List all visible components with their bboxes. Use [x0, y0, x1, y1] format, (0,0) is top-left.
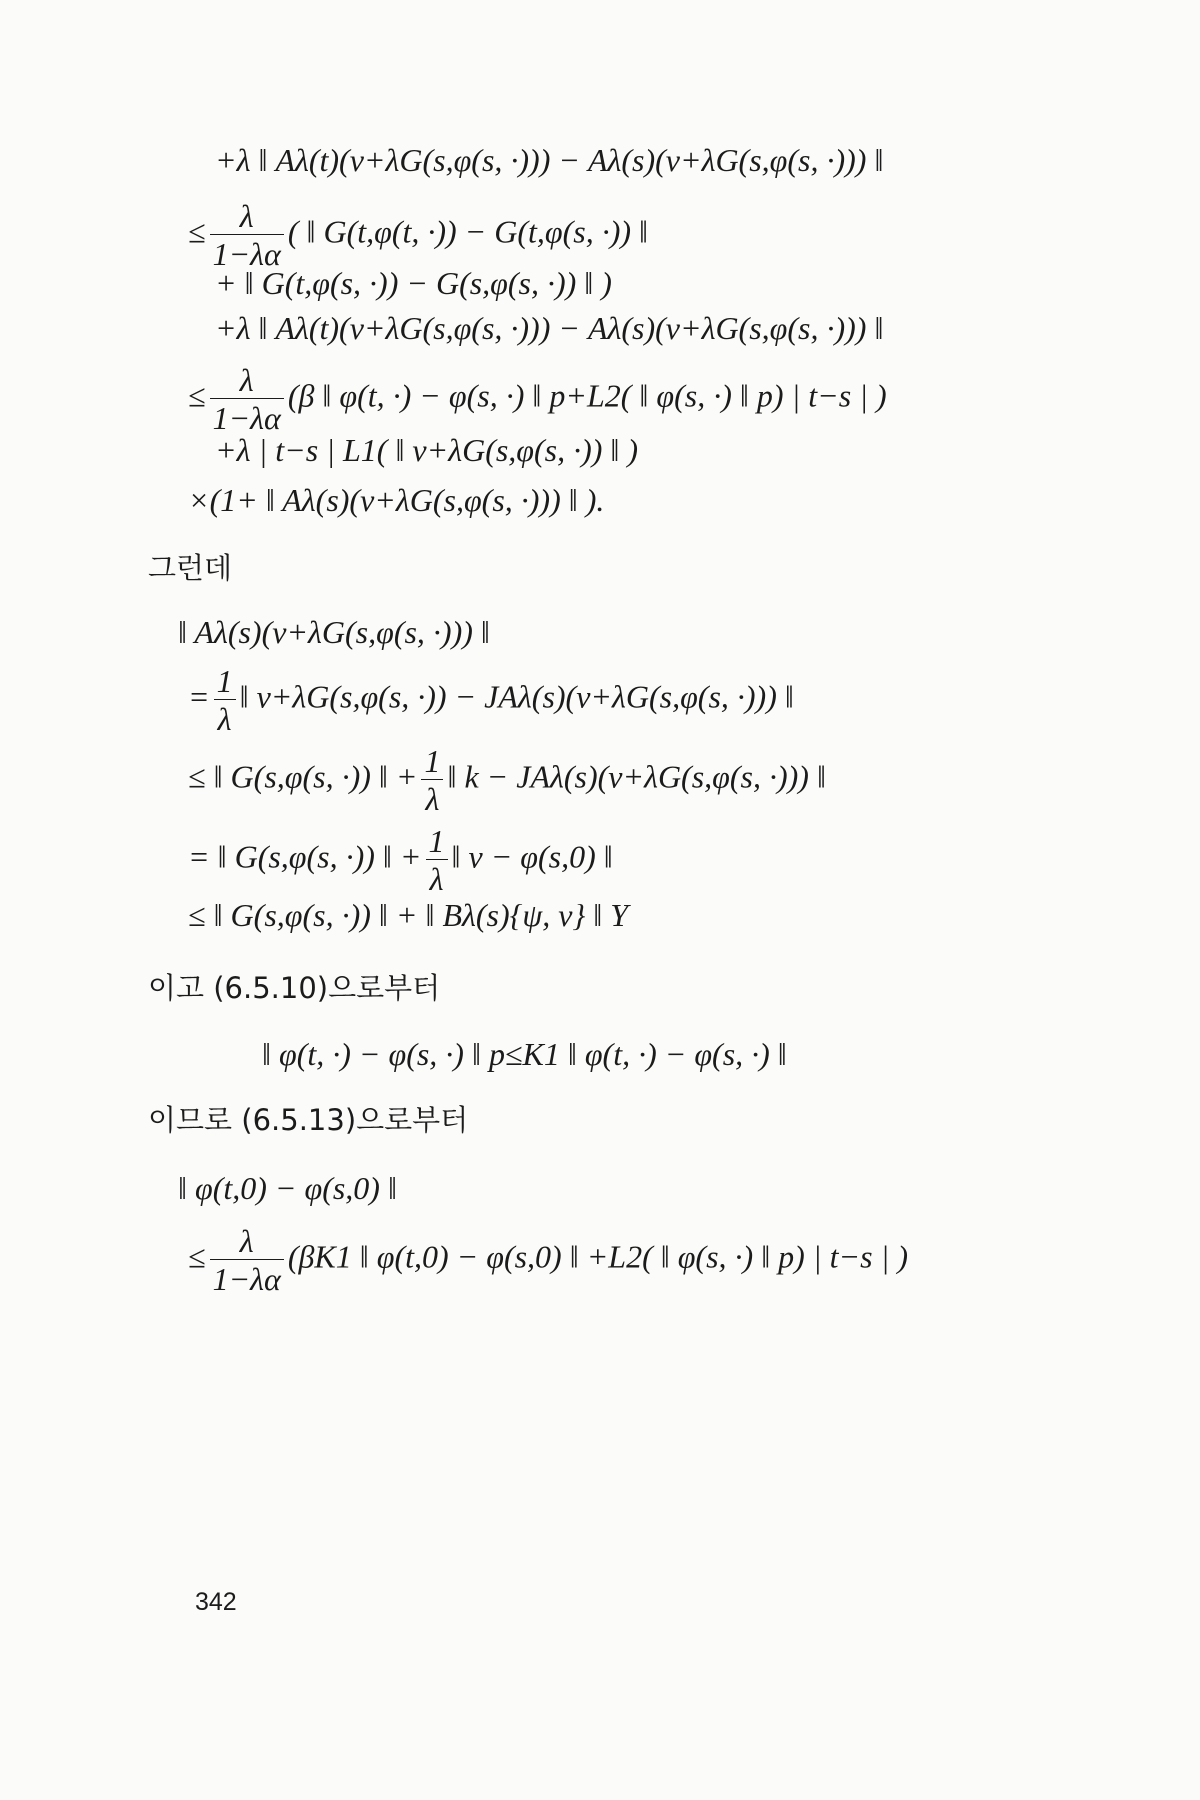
equation-text: (β ‖ φ(t, ·) − φ(s, ·) ‖ p+L2( ‖ φ(s, ·) ‖ p) | t−s | ) [287, 377, 887, 414]
fraction-numerator: λ [239, 198, 254, 234]
equation-line: ×(1+ ‖ Aλ(s)(v+λG(s,φ(s, ·))) ‖ ). [188, 482, 605, 518]
equation-line: +λ ‖ Aλ(t)(v+λG(s,φ(s, ·))) − Aλ(s)(v+λG(s,φ(s, ·))) ‖ [215, 142, 884, 178]
inequality-sign: ≤ [188, 1238, 206, 1275]
equation-line [188, 825, 613, 895]
fraction [210, 364, 284, 434]
fraction [426, 825, 448, 895]
equation-text: = ‖ G(s,φ(s, ·)) ‖ + [188, 838, 422, 875]
equation-line [188, 200, 648, 270]
equation-line: ‖ Aλ(s)(v+λG(s,φ(s, ·))) ‖ [178, 614, 490, 650]
equation-line [188, 745, 826, 815]
fraction-denominator: 1−λα [210, 234, 284, 270]
equation-line: ≤ ‖ G(s,φ(s, ·)) ‖ + ‖ Bλ(s){ψ, v} ‖ Y [188, 897, 629, 933]
equation-text: ‖ k − JAλ(s)(v+λG(s,φ(s, ·))) ‖ [447, 758, 826, 795]
inequality-sign: ≤ [188, 377, 206, 414]
fraction [210, 1225, 284, 1295]
equation-line: +λ | t−s | L1( ‖ v+λG(s,φ(s, ·)) ‖ ) [215, 432, 639, 468]
fraction-numerator: 1 [428, 823, 445, 859]
equation-text: (βK1 ‖ φ(t,0) − φ(s,0) ‖ +L2( ‖ φ(s, ·) ‖ p) | t−s | ) [287, 1238, 909, 1275]
equation-line: + ‖ G(t,φ(s, ·)) − G(s,φ(s, ·)) ‖ ) [215, 265, 612, 301]
fraction-denominator: λ [214, 699, 236, 735]
fraction-numerator: 1 [424, 743, 441, 779]
fraction-denominator: 1−λα [210, 1259, 284, 1295]
equation-line [188, 1225, 908, 1295]
korean-text: 그런데 [148, 551, 233, 585]
equation-text: ‖ v+λG(s,φ(s, ·)) − JAλ(s)(v+λG(s,φ(s, ·))) ‖ [239, 678, 794, 715]
inequality-sign: ≤ [188, 213, 206, 250]
fraction-denominator: 1−λα [210, 398, 284, 434]
equation-line [188, 364, 887, 434]
fraction [214, 665, 236, 735]
equation-text: ( ‖ G(t,φ(t, ·)) − G(t,φ(s, ·)) ‖ [287, 213, 649, 250]
fraction [210, 200, 284, 270]
equation-text: ≤ ‖ G(s,φ(s, ·)) ‖ + [188, 758, 418, 795]
fraction-denominator: λ [421, 779, 443, 815]
equation-line: ‖ φ(t, ·) − φ(s, ·) ‖ p≤K1 ‖ φ(t, ·) − φ(s, ·) ‖ [262, 1036, 787, 1072]
fraction-numerator: λ [239, 1223, 254, 1259]
equation-text: ‖ v − φ(s,0) ‖ [451, 838, 613, 875]
equation-line [188, 665, 794, 735]
equation-line: ‖ φ(t,0) − φ(s,0) ‖ [178, 1170, 397, 1206]
equals-sign: = [188, 678, 210, 715]
equation-line: +λ ‖ Aλ(t)(v+λG(s,φ(s, ·))) − Aλ(s)(v+λG(s,φ(s, ·))) ‖ [215, 310, 884, 346]
fraction-numerator: 1 [216, 663, 233, 699]
fraction [421, 745, 443, 815]
page-number: 342 [195, 1588, 237, 1616]
korean-text: 이므로 (6.5.13)으로부터 [148, 1103, 469, 1137]
fraction-numerator: λ [239, 362, 254, 398]
korean-text: 이고 (6.5.10)으로부터 [148, 971, 441, 1005]
fraction-denominator: λ [426, 859, 448, 895]
